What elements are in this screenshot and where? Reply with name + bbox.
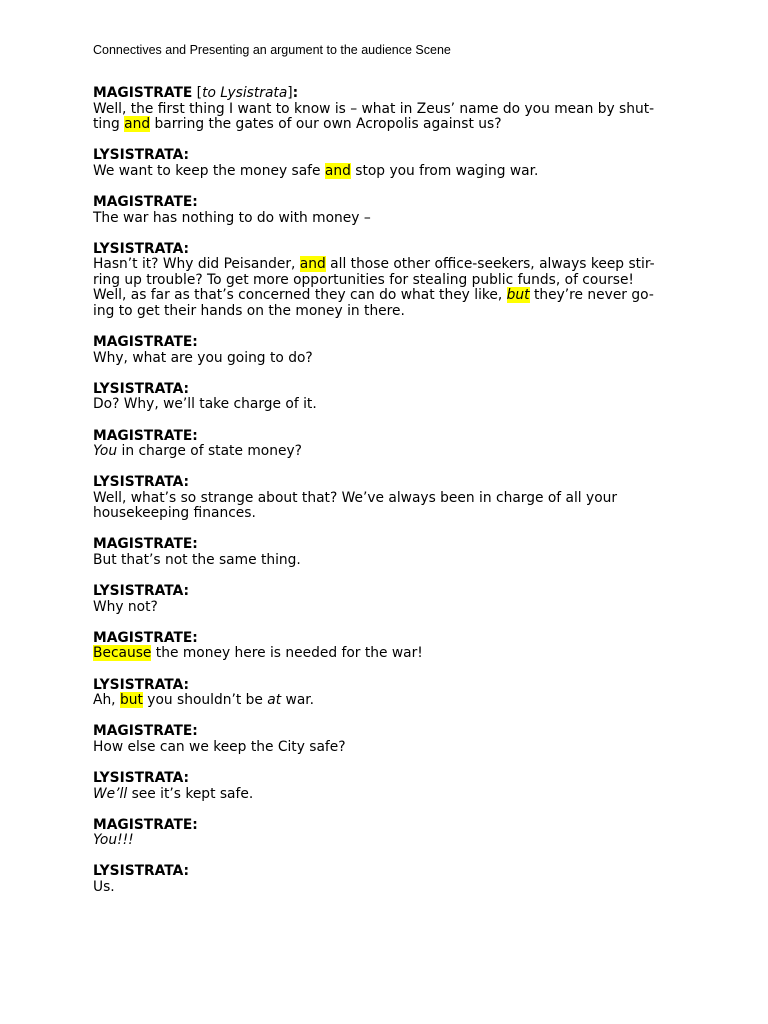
speech-line: Why not?: [93, 598, 158, 615]
speech-line: The war has nothing to do with money –: [93, 209, 371, 226]
speaker-name: LYSISTRATA:: [93, 769, 190, 786]
speech-text: ting: [93, 116, 125, 133]
speech-text: stop you from waging war.: [350, 162, 539, 179]
highlighted-connective: and: [324, 162, 351, 179]
stage-direction-open: [: [192, 85, 203, 101]
highlighted-connective: and: [124, 116, 151, 133]
dialogue-script: [93, 86, 683, 911]
speech-line: [93, 646, 683, 662]
speech-text: Ah,: [93, 692, 120, 709]
dialogue-block: [93, 335, 683, 366]
speech-line: [93, 117, 683, 133]
emphasized-word: You: [93, 443, 118, 460]
speaker-name: MAGISTRATE:: [93, 536, 198, 553]
speaker-name: LYSISTRATA:: [93, 676, 190, 693]
dialogue-block: [93, 864, 683, 895]
speech-text: all those other office-seekers, always keep stir-: [325, 256, 655, 273]
stage-direction: to Lysistrata: [202, 85, 288, 101]
speaker-name: MAGISTRATE:: [93, 816, 198, 833]
highlighted-connective: but: [506, 287, 530, 304]
speech-text: you shouldn’t be: [142, 692, 268, 709]
speaker-name: MAGISTRATE:: [93, 629, 198, 646]
highlighted-connective: and: [299, 256, 326, 273]
speech-text: the money here is needed for the war!: [151, 645, 423, 662]
speech-text: war.: [281, 692, 315, 709]
highlighted-connective: but: [119, 692, 143, 709]
dialogue-block: [93, 537, 683, 568]
speech-line: [93, 257, 683, 273]
speech-line: Why, what are you going to do?: [93, 349, 313, 366]
dialogue-block: [93, 195, 683, 226]
speech-line: Us.: [93, 878, 115, 895]
speaker-name: LYSISTRATA:: [93, 863, 190, 880]
speech-line: You!!!: [93, 832, 134, 849]
speech-line: Well, what’s so strange about that? We’ve always been in charge of all your: [93, 489, 618, 506]
speech-text: Well, as far as that’s concerned they can do what they like,: [93, 287, 507, 304]
dialogue-block: [93, 818, 683, 849]
speech-line: [93, 288, 683, 304]
highlighted-connective: Because: [93, 645, 152, 662]
speech-line: [93, 102, 683, 118]
emphasized-word: at: [267, 692, 282, 709]
speaker-colon: :: [292, 85, 299, 101]
dialogue-block: [93, 148, 683, 179]
speaker-name: LYSISTRATA:: [93, 240, 190, 257]
speech-line: [93, 444, 683, 460]
dialogue-block: [93, 584, 683, 615]
speaker-name: LYSISTRATA:: [93, 380, 190, 397]
speech-text: Hasn’t it? Why did Peisander,: [93, 256, 300, 273]
speaker-name: LYSISTRATA:: [93, 474, 190, 491]
dialogue-block: [93, 429, 683, 460]
dialogue-block: [93, 475, 683, 522]
dialogue-block: [93, 631, 683, 662]
speech-line: Do? Why, we’ll take charge of it.: [93, 396, 317, 413]
dialogue-block: [93, 242, 683, 320]
speech-text: barring the gates of our own Acropolis against us?: [150, 116, 502, 133]
speech-text: Well, the first thing I want to know is – what in Zeus’ name do you mean by shut-: [93, 100, 655, 117]
speech-line: housekeeping finances.: [93, 505, 256, 522]
speaker-name: LYSISTRATA:: [93, 583, 190, 600]
dialogue-block: [93, 382, 683, 413]
speech-line: [93, 787, 683, 803]
dialogue-block: [93, 86, 683, 133]
speech-text: see it’s kept safe.: [127, 785, 254, 802]
dialogue-block: [93, 678, 683, 709]
speech-line: [93, 693, 683, 709]
speech-line: ing to get their hands on the money in there.: [93, 303, 405, 320]
dialogue-block: [93, 724, 683, 755]
speech-line: But that’s not the same thing.: [93, 552, 301, 569]
speaker-name: [93, 86, 683, 102]
stage-direction-close: ]: [287, 85, 293, 101]
speech-text: in charge of state money?: [117, 443, 302, 460]
page-header: Connectives and Presenting an argument to the audience Scene: [93, 43, 451, 57]
speech-text: We want to keep the money safe: [93, 162, 325, 179]
speaker-name: LYSISTRATA:: [93, 147, 190, 164]
speaker-name: MAGISTRATE:: [93, 427, 198, 444]
speaker-name: MAGISTRATE:: [93, 334, 198, 351]
speech-line: ring up trouble? To get more opportunities for stealing public funds, of course!: [93, 271, 634, 288]
speech-text: they’re never go-: [529, 287, 654, 304]
speech-line: How else can we keep the City safe?: [93, 738, 346, 755]
speaker-name: MAGISTRATE:: [93, 723, 198, 740]
speech-line: [93, 164, 683, 180]
speaker-label: MAGISTRATE: [93, 85, 193, 101]
speaker-name: MAGISTRATE:: [93, 193, 198, 210]
dialogue-block: [93, 771, 683, 802]
emphasized-word: We’ll: [93, 785, 128, 802]
